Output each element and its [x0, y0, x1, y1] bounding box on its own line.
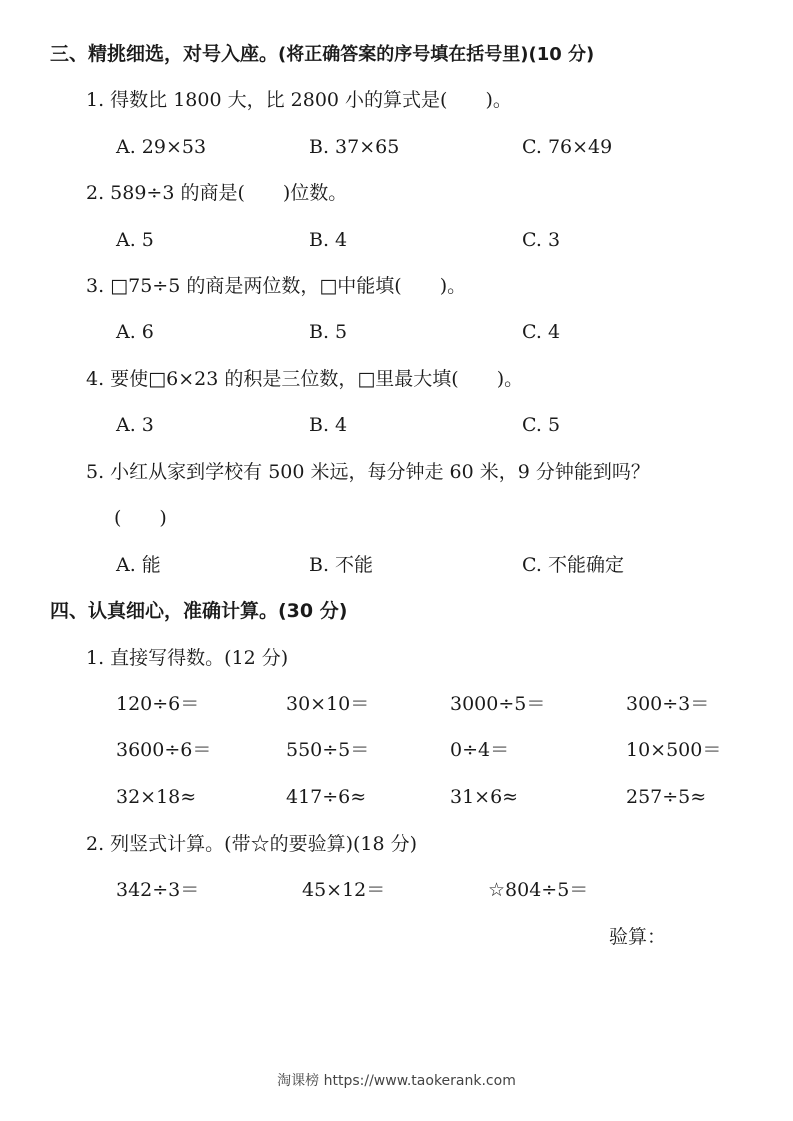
section3-title: 三、精挑细选，对号入座。	[50, 43, 279, 65]
question-5-option-a: A. 能	[116, 554, 161, 576]
question-4-option-b: B. 4	[309, 414, 348, 436]
calc-item: 31×6≈	[450, 786, 519, 808]
calc-item: 32×18≈	[116, 786, 197, 808]
calc-item: 300÷3＝	[626, 693, 710, 715]
question-1-option-b: B. 37×65	[309, 136, 400, 158]
question-5-answer-blank: ( )	[114, 507, 167, 529]
question-4-option-c: C. 5	[522, 414, 561, 436]
question-1-option-c: C. 76×49	[522, 136, 613, 158]
question-2-option-c: C. 3	[522, 229, 561, 251]
calc-item: 417÷6≈	[286, 786, 367, 808]
calc-item: 257÷5≈	[626, 786, 707, 808]
vertical-calc-item: 45×12＝	[302, 879, 386, 901]
question-5-option-b: B. 不能	[309, 554, 374, 576]
question-2-option-a: A. 5	[116, 229, 154, 251]
question-4-option-a: A. 3	[116, 414, 154, 436]
question-3-stem: 3. □75÷5 的商是两位数，□中能填( )。	[86, 275, 467, 297]
section4-heading: 四、认真细心，准确计算。(30 分)	[50, 600, 348, 622]
question-3-option-a: A. 6	[116, 321, 154, 343]
question-4-stem: 4. 要使□6×23 的积是三位数，□里最大填( )。	[86, 368, 524, 390]
calc-item: 550÷5＝	[286, 739, 370, 761]
calc-item: 3000÷5＝	[450, 693, 546, 715]
vertical-calc-item: 342÷3＝	[116, 879, 200, 901]
section3-note: (将正确答案的序号填在括号里)(10 分)	[278, 44, 595, 65]
calc-item: 10×500＝	[626, 739, 722, 761]
question-5-option-c: C. 不能确定	[522, 554, 624, 576]
calc-item: 0÷4＝	[450, 739, 510, 761]
question-5-stem: 5. 小红从家到学校有 500 米远，每分钟走 60 米，9 分钟能到吗？	[86, 461, 650, 483]
page-footer-watermark: 淘课榜 https://www.taokerank.com	[277, 1073, 516, 1089]
question-2-stem: 2. 589÷3 的商是( )位数。	[86, 182, 348, 204]
part2-title: 2. 列竖式计算。(带☆的要验算)(18 分)	[86, 833, 418, 855]
question-3-option-c: C. 4	[522, 321, 561, 343]
calc-item: 30×10＝	[286, 693, 370, 715]
vertical-calc-item: ☆804÷5＝	[488, 879, 589, 901]
check-label: 验算：	[609, 926, 667, 948]
section3-heading	[50, 42, 594, 67]
question-1-stem: 1. 得数比 1800 大，比 2800 小的算式是( )。	[86, 89, 512, 111]
calc-item: 120÷6＝	[116, 693, 200, 715]
question-3-option-b: B. 5	[309, 321, 348, 343]
question-1-option-a: A. 29×53	[116, 136, 207, 158]
calc-item: 3600÷6＝	[116, 739, 212, 761]
question-2-option-b: B. 4	[309, 229, 348, 251]
part1-title: 1. 直接写得数。(12 分)	[86, 647, 289, 669]
